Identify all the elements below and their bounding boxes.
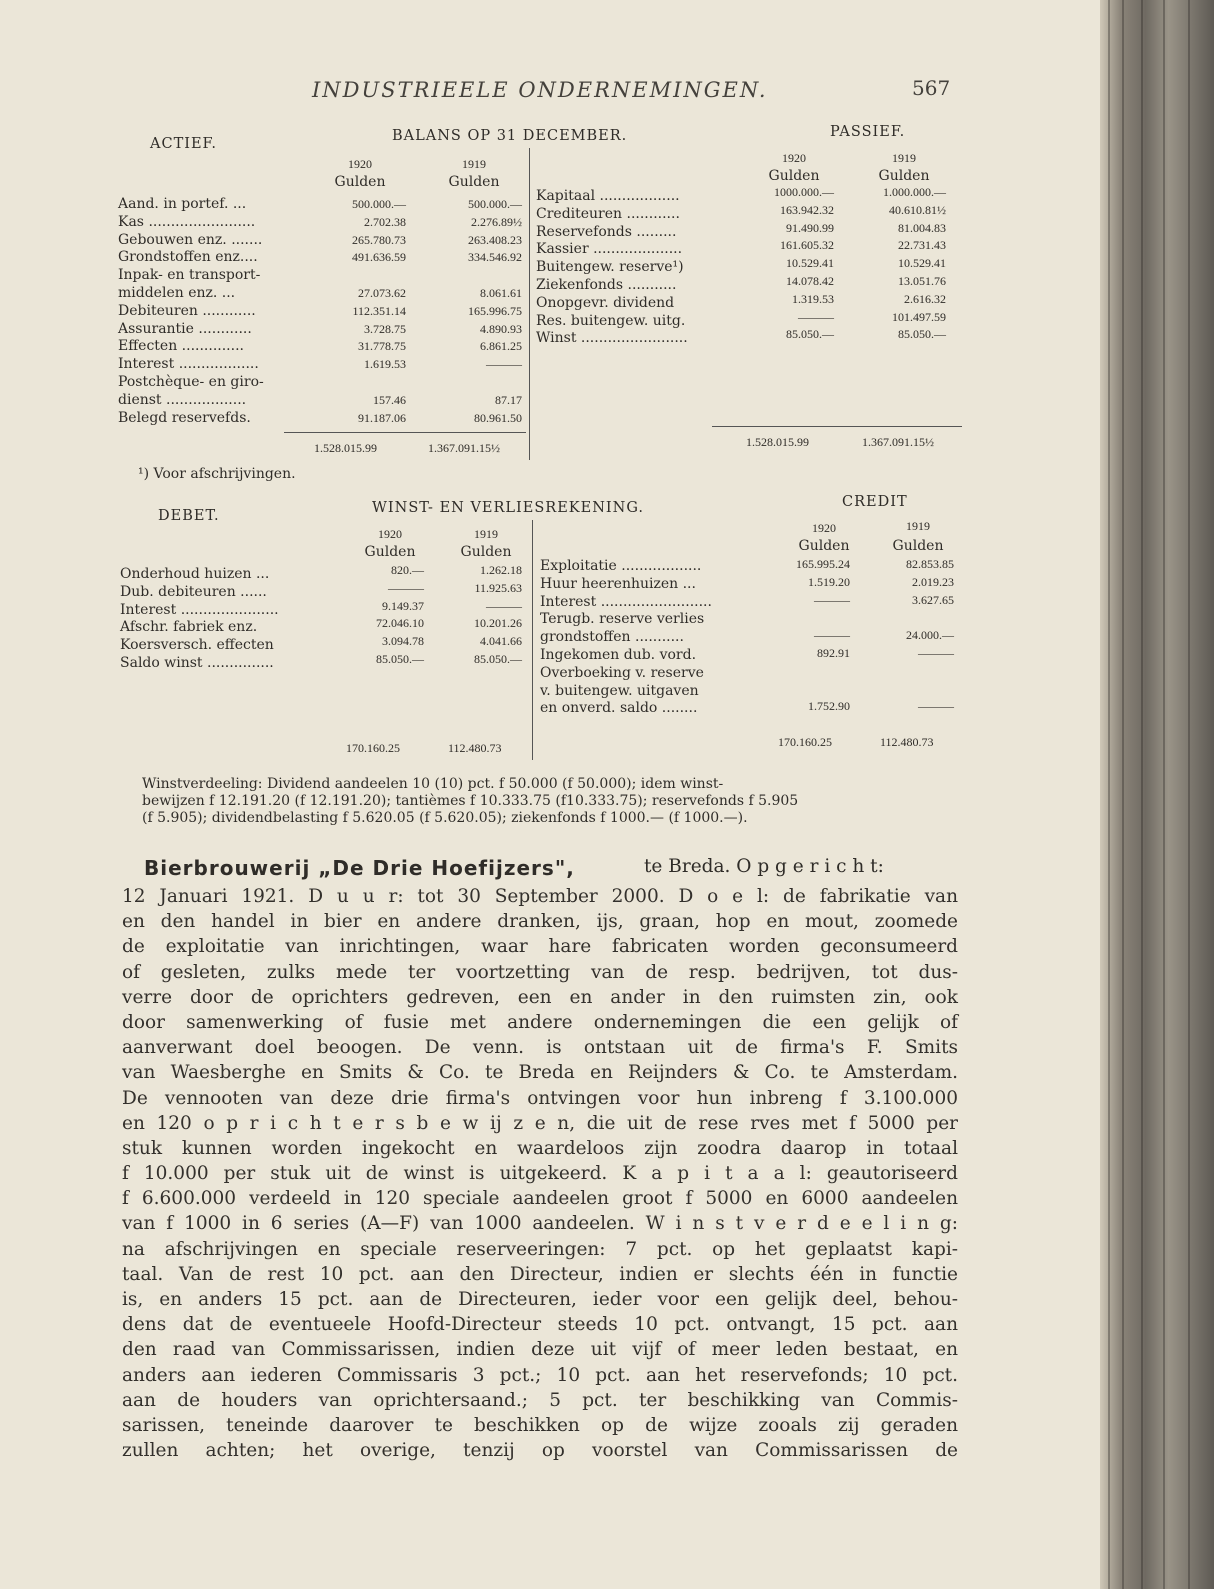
balans-passief-label: Reservefonds ......... [536,223,677,240]
balans-passief-1919-value: 85.050.— [898,327,946,342]
winst-left-total-1920: 170.160.25 [346,741,400,755]
balans-actief-1920-value: 265.780.73 [352,232,406,247]
winst-debet-label: Afschr. fabriek enz. [120,619,258,636]
winst-debet-label: Koersversch. effecten [120,637,274,654]
winst-credit-label: Interest ......................... [540,593,712,610]
balans-actief-label: dienst .................. [118,391,247,408]
paragraph-line: verre door de oprichters gedreven, een en ander in den ruimsten zin, ook [122,986,958,1008]
balans-passief-1919-value: 81.004.83 [898,220,946,235]
balans-left-total-1920: 1.528.015.99 [314,441,377,455]
balans-actief-1919-value [426,374,522,392]
winst-credit-1920-value [762,681,850,699]
winst-credit-label: grondstoffen ........... [540,629,684,646]
balans-right-unit-1920: Gulden [768,168,820,184]
winst-credit-1919 [862,556,954,716]
balans-passief-1919-value: 10.529.41 [898,256,946,271]
paragraph-line: is, en anders 15 pct. aan de Directeuren, ieder voor een gelijk deel, behou- [122,1289,958,1310]
winst-credit-1919-value [862,663,954,681]
company-line-first: te Breda. O p g e r i c h t: [644,856,884,877]
balans-title: BALANS OP 31 DECEMBER. [392,128,628,144]
company-paragraph [122,884,958,1463]
balans-passief-label: Onopgevr. dividend [536,294,675,311]
balans-passief-label: Kassier .................... [536,241,683,258]
winst-credit-1920-value: 892.91 [817,645,850,660]
balans-passief-1920-value: 10.529.41 [786,256,834,271]
winst-debet-1919-value: 11.925.63 [474,580,522,595]
balans-right-total-1920: 1.528.015.99 [746,435,809,449]
balans-right-head: PASSIEF. [830,124,906,140]
paragraph-line: de exploitatie van inrichtingen, waar hare fabricaten worden geconsumeerd [122,936,958,958]
winstverdeeling-line: Winstverdeeling: Dividend aandeelen 10 (10) pct. f 50.000 (f 50.000); idem winst- [142,776,724,792]
winst-debet-1920-value: 85.050.— [376,651,424,666]
balans-passief-labels [536,188,742,348]
winst-right-head: CREDIT [842,494,908,510]
balans-actief-labels [118,196,318,427]
balans-right-unit-1919: Gulden [878,168,930,184]
balans-right-year-1919: 1919 [892,151,916,165]
winst-credit-1920 [762,556,850,716]
paragraph-line: dens dat de eventueele Hoofd-Directeur steeds 10 pct. ontvangt, 15 pct. aan [122,1314,958,1336]
winst-credit-label: en onverd. saldo ........ [540,700,698,717]
winst-credit-label: Terugb. reserve verlies [540,611,705,628]
balans-actief-label: Assurantie ............ [118,320,252,337]
winst-credit-1920-value [762,663,850,681]
winst-credit-label: Exploitatie .................. [540,558,702,574]
paragraph-line: taal. Van de rest 10 pct. aan den Directeur, indien er slechts één in functie [122,1263,958,1285]
winst-debet-1919-value: 4.041.66 [480,634,522,649]
balans-actief-label: Effecten .............. [118,338,244,355]
winst-left-total-1919: 112.480.73 [448,741,502,755]
balans-passief-1919-value: 40.610.81½ [889,202,946,217]
winst-credit-1920-value: 1.752.90 [808,699,850,714]
balans-actief-1919-value: 165.996.75 [468,303,522,318]
balans-actief-label: Interest .................. [118,356,259,373]
book-spine [1100,0,1214,1589]
balans-actief-label: Postchèque- en giro- [118,373,264,390]
running-head: INDUSTRIEELE ONDERNEMINGEN. [312,78,768,102]
balans-passief-1920 [738,184,834,344]
paragraph-line: anders aan iederen Commissaris 3 pct.; 10 pct. aan het reservefonds; 10 pct. [122,1364,958,1386]
winst-credit-1920-value: 1.519.20 [808,574,850,589]
balans-passief-1920-value: ——— [798,309,834,324]
paragraph-line: van Waesberghe en Smits & Co. te Breda en Reijnders & Co. te Amsterdam. [122,1062,958,1084]
balans-actief-1919-value: 8.061.61 [480,285,522,300]
paragraph-line: na afschrijvingen en speciale reserveeringen: 7 pct. op het geplaatst kapi- [122,1238,958,1260]
balans-passief-1920-value: 14.078.42 [786,273,834,288]
balans-passief-label: Ziekenfonds ........... [536,276,677,293]
balans-actief-label: Debiteuren ............ [118,302,256,319]
paragraph-line: zullen achten; het overige, tenzij op voorstel van Commissarissen de [122,1440,958,1462]
balans-footnote: ¹) Voor afschrijvingen. [138,466,296,482]
balans-actief-1919-value: 80.961.50 [474,410,522,425]
balans-actief-1920-value: 500.000.— [352,197,406,211]
paragraph-line: en 120 o p r i c h t e r s b e w ij z e n, die uit de rese rves met f 5000 per [122,1112,958,1134]
balans-actief-label: Belegd reservefds. [118,409,251,426]
winst-credit-1919-value: 2.019.23 [912,574,954,589]
balans-actief-label: Grondstoffen enz.... [118,249,258,266]
balans-actief-label: middelen enz. ... [118,284,236,301]
balans-passief-1919-value: 22.731.43 [898,238,946,253]
winst-left-year-1919: 1919 [474,527,498,541]
balans-left-total-rule [284,432,526,433]
winst-credit-1920-value [762,609,850,627]
balans-actief-1920-value: 27.073.62 [358,285,406,300]
balans-actief-1920-value: 31.778.75 [358,339,406,354]
paragraph-line: sarissen, teneinde daarover te beschikken op de wijze zooals zij geraden [122,1414,958,1436]
balans-actief-1920-value: 91.187.06 [358,410,406,425]
balans-passief-1919 [846,184,946,344]
balans-left-unit-1920: Gulden [334,174,386,190]
winst-debet-label: Interest ...................... [120,601,279,618]
winst-credit-1919-value: 24.000.— [906,628,954,643]
balans-left-head: ACTIEF. [150,136,217,152]
winst-credit-1920-value: ——— [814,592,850,607]
winst-credit-label: Ingekomen dub. vord. [540,646,697,663]
winst-debet-1920 [340,562,424,669]
balans-actief-1919-value: 87.17 [495,392,522,407]
balans-right-total-rule [712,426,962,427]
balans-actief-1919-value: 263.408.23 [468,232,522,247]
balans-right-year-1920: 1920 [782,151,806,165]
winst-debet-1920-value: 3.094.78 [382,634,424,649]
winst-credit-1920-value: ——— [814,628,850,643]
paragraph-line: of gesleten, zulks mede ter voortzetting van de resp. bedrijven, tot dus- [122,961,958,983]
balans-actief-1920-value: 1.619.53 [364,357,406,372]
balans-right-total-1919: 1.367.091.15½ [862,435,934,449]
winst-debet-labels [120,566,340,673]
balans-actief-1920-value: 491.636.59 [352,250,406,265]
winst-credit-label: Huur heerenhuizen ... [540,575,696,592]
winst-right-unit-1919: Gulden [892,538,944,554]
balans-actief-1919-value: 500.000.— [468,197,522,211]
paragraph-line: aanverwant doel beoogen. De venn. is ontstaan uit de firma's F. Smits [122,1037,958,1059]
balans-actief-label: Gebouwen enz. ....... [118,231,263,248]
balans-actief-1920-value: 3.728.75 [364,321,406,336]
company-name: Bierbrouwerij „De Drie Hoefijzers", [144,856,575,880]
paragraph-line: door samenwerking of fusie met andere ondernemingen die een gelijk of [122,1011,958,1033]
winst-right-unit-1920: Gulden [798,538,850,554]
winst-debet-1920-value: ——— [388,580,424,595]
winst-right-year-1919: 1919 [906,519,930,533]
winst-left-year-1920: 1920 [378,527,402,541]
paragraph-line: 12 Januari 1921. D u u r: tot 30 September 2000. D o e l: de fabrikatie van [122,886,958,907]
winst-credit-1919-value: ——— [918,699,954,714]
balans-left-total-1919: 1.367.091.15½ [428,441,500,455]
paragraph-line: den raad van Commissarissen, indien deze uit vijf of meer leden bestaat, en [122,1339,958,1361]
balans-passief-label: Winst ........................ [536,330,688,347]
winst-left-unit-1919: Gulden [460,544,512,560]
winstverdeeling-line: (f 5.905); dividendbelasting f 5.620.05 (f 5.620.05); ziekenfonds f 1000.— (f 1000.—). [142,810,748,826]
balans-passief-1919-value: 101.497.59 [892,309,946,324]
balans-actief-label: Inpak- en transport- [118,267,261,284]
balans-passief-label: Crediteuren ............ [536,205,680,222]
winst-right-total-1919: 112.480.73 [880,735,934,749]
balans-passief-label: Buitengew. reserve¹) [536,259,684,276]
paragraph-line: De vennooten van deze drie firma's ontvingen voor hun inbreng f 3.100.000 [122,1087,958,1109]
winst-divider [532,520,533,760]
balans-passief-1919-value: 2.616.32 [904,291,946,306]
balans-left-unit-1919: Gulden [448,174,500,190]
winst-debet-label: Onderhoud huizen ... [120,566,270,582]
balans-left-year-1919: 1919 [462,157,486,171]
winstverdeeling-line: bewijzen f 12.191.20 (f 12.191.20); tantièmes f 10.333.75 (f10.333.75); reservefonds f 5.905 [142,793,799,809]
paragraph-line: en den handel in bier en andere dranken, ijs, graan, hop en mout, zoomede [122,911,958,933]
paragraph-line: f 10.000 per stuk uit de winst is uitgekeerd. K a p i t a a l: geautoriseerd [122,1163,958,1185]
balans-actief-1920-value: 157.46 [373,392,406,407]
winst-debet-1919-value: 1.262.18 [480,563,522,577]
balans-left-year-1920: 1920 [348,157,372,171]
balans-passief-1920-value: 85.050.— [786,327,834,342]
winst-debet-1920-value: 9.149.37 [382,598,424,613]
winst-credit-labels [540,558,770,718]
balans-passief-1920-value: 1.319.53 [792,291,834,306]
paragraph-line: aan de houders van oprichtersaand.; 5 pct. ter beschikking van Commis- [122,1389,958,1411]
balans-passief-label: Kapitaal .................. [536,188,680,204]
balans-actief-label: Aand. in portef. ... [118,196,247,212]
balans-actief-1919-value: 2.276.89½ [471,214,522,229]
balans-passief-1919-value: 13.051.76 [898,273,946,288]
winst-credit-1919-value [862,681,954,699]
balans-actief-1920-value: 112.351.14 [352,303,406,318]
balans-actief-1919-value: ——— [486,357,522,372]
winst-credit-label: Overboeking v. reserve [540,664,704,681]
balans-passief-1920-value: 1000.000.— [774,185,834,199]
winst-credit-1920-value: 165.995.24 [796,557,850,571]
balans-actief-1920-value: 2.702.38 [364,214,406,229]
paragraph-line: f 6.600.000 verdeeld in 120 speciale aandeelen groot f 5000 en 6000 aandeelen [122,1188,958,1210]
winst-credit-1919-value [862,609,954,627]
winst-debet-1919-value: ——— [486,598,522,613]
winst-left-head: DEBET. [158,508,220,524]
balans-passief-1920-value: 161.605.32 [780,238,834,253]
balans-actief-1919-value: 4.890.93 [480,321,522,336]
balans-actief-1919-value: 334.546.92 [468,250,522,265]
winst-title: WINST- EN VERLIESREKENING. [372,500,644,516]
winst-debet-1919-value: 10.201.26 [474,616,522,631]
balans-passief-label: Res. buitengew. uitg. [536,312,686,329]
winst-debet-label: Saldo winst ............... [120,654,274,671]
paragraph-line: van f 1000 in 6 series (A—F) van 1000 aandeelen. W i n s t v e r d e e l i n g: [122,1213,958,1235]
winst-right-total-1920: 170.160.25 [778,735,832,749]
winst-debet-1920-value: 72.046.10 [376,616,424,631]
balans-actief-1920-value [318,267,406,285]
winst-credit-label: v. buitengew. uitgaven [540,682,699,699]
winst-debet-1919 [432,562,522,669]
winst-debet-1920-value: 820.— [391,563,424,577]
winst-debet-1919-value: 85.050.— [474,651,522,666]
balans-divider [529,148,530,460]
winst-right-year-1920: 1920 [812,521,836,535]
balans-passief-1920-value: 163.942.32 [780,202,834,217]
balans-actief-1920 [318,196,406,427]
winst-credit-1919-value: ——— [918,645,954,660]
balans-actief-1919 [426,196,522,427]
balans-actief-1919-value [426,267,522,285]
balans-actief-1919-value: 6.861.25 [480,339,522,354]
paragraph-line: stuk kunnen worden ingekocht en waardeloos zijn zoodra daarop in totaal [122,1137,958,1159]
winst-credit-1919-value: 82.853.85 [906,557,954,571]
balans-passief-1920-value: 91.490.99 [786,220,834,235]
balans-passief-1919-value: 1.000.000.— [883,185,946,199]
winst-debet-label: Dub. debiteuren ...... [120,583,267,600]
balans-actief-1920-value [318,374,406,392]
winst-left-unit-1920: Gulden [364,544,416,560]
balans-actief-label: Kas ........................ [118,213,256,230]
winst-credit-1919-value: 3.627.65 [912,592,954,607]
page-number: 567 [912,76,951,100]
